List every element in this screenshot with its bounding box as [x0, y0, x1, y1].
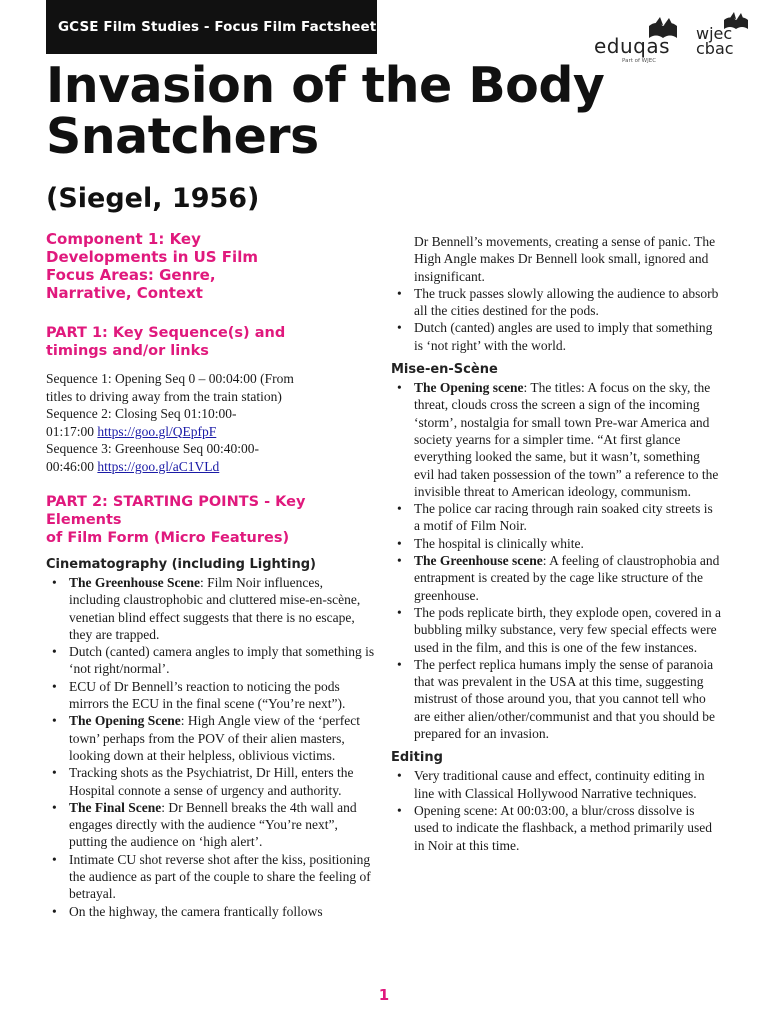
component-heading	[46, 230, 376, 302]
eduqas-subtext: Part of WJEC	[622, 58, 657, 64]
list-item-text: : Dr Bennell breaks the 4th wall and engages directly with the audience “You’re next”, putting the audience on ‘high alert’.	[69, 799, 357, 850]
sequence-line: titles to driving away from the train station)	[46, 388, 282, 404]
sequence-line: Sequence 2: Closing Seq 01:10:00-	[46, 406, 237, 421]
sequence-time: 00:46:00	[46, 458, 95, 474]
list-item-text: Dutch (canted) camera angles to imply that something is ‘not right/normal’.	[69, 644, 375, 677]
editing-list	[391, 767, 721, 853]
list-item	[46, 799, 376, 851]
list-item	[46, 574, 376, 643]
list-item-text: : A feeling of claustrophobia and entrapment is created by the cage like structure of the greenhouse.	[414, 553, 720, 603]
component-heading-line: Developments in US Film	[46, 248, 258, 266]
list-item	[46, 903, 376, 920]
list-item	[46, 764, 376, 799]
list-item	[391, 500, 721, 535]
mise-en-scene-list	[391, 379, 721, 742]
list-item-text: Opening scene: At 00:03:00, a blur/cross dissolve is used to indicate the flashback, a method primarily used in Noir at this time.	[414, 802, 713, 853]
list-item-bold: The Opening Scene	[69, 713, 181, 729]
page-title-line: Snatchers	[46, 108, 319, 165]
part2-heading-line: PART 2: STARTING POINTS - Key Elements	[46, 494, 306, 528]
sequence-2-link[interactable]: https://goo.gl/QEpfpF	[97, 423, 217, 439]
list-item	[46, 712, 376, 764]
cbac-wordmark: cbac	[696, 39, 734, 58]
eduqas-wordmark: eduqas	[594, 34, 671, 58]
header-bar-text: GCSE Film Studies - Focus Film Factsheet	[58, 19, 377, 35]
list-item-text: The perfect replica humans imply the sense of paranoia that was prevalent in the USA at this time, suggesting mistrust of those around you, that you cannot tell who are either alien/other/communist and that you should be prepared for an invasion.	[414, 656, 716, 742]
sequence-line	[46, 423, 376, 441]
page-title	[46, 57, 605, 165]
eduqas-logo	[594, 16, 680, 64]
list-item	[46, 851, 376, 903]
cinematography-heading: Cinematography (including Lighting)	[46, 557, 316, 572]
part1-heading-line: timings and/or links	[46, 343, 209, 359]
sequence-time: 01:17:00	[46, 423, 95, 439]
sequence-line: Sequence 1: Opening Seq 0 – 00:04:00 (From	[46, 371, 294, 386]
list-item-text: Intimate CU shot reverse shot after the kiss, positioning the audience as part of the couple to share the feeling of betrayal.	[69, 851, 371, 902]
list-item-text: : High Angle view of the ‘perfect town’ perhaps from the POV of their alien masters, looking down at their helpless, oblivious victims.	[69, 713, 360, 763]
list-item	[391, 319, 721, 354]
list-item	[391, 656, 721, 742]
logos	[594, 12, 750, 64]
list-item-bold: The Greenhouse scene	[414, 553, 543, 569]
list-item-text: : Film Noir influences, including claustrophobic and cluttered mise-en-scène, venetian blind effect suggests that there is no escape, they are trapped.	[69, 575, 361, 642]
list-item-text: Tracking shots as the Psychiatrist, Dr Hill, enters the Hospital connote a sense of urgency and authority.	[69, 765, 354, 798]
list-item	[391, 802, 721, 854]
list-item	[391, 285, 721, 320]
list-item	[391, 604, 721, 656]
component-heading-line: Focus Areas: Genre,	[46, 266, 216, 284]
page-title-line: Invasion of the Body	[46, 57, 605, 114]
page-subtitle: (Siegel, 1956)	[46, 183, 260, 214]
list-item	[391, 379, 721, 500]
page-number: 1	[378, 986, 390, 1004]
component-heading-line: Narrative, Context	[46, 284, 203, 302]
list-item-text: : The titles: A focus on the sky, the threat, clouds cross the screen a sign of the incoming ‘storm’, nostalgia for small town Pre-war America and society yearns for a simpler time. “At first glance everything looked the same, but it wasn’t, something evil had taken possession of the town” a reference to the invisible threat to American ideology, communism.	[414, 380, 719, 499]
cinematography-list	[46, 574, 376, 920]
list-item-bold: The Opening scene	[414, 380, 524, 396]
list-item	[46, 643, 376, 678]
list-item-bold: The Final Scene	[69, 799, 162, 815]
list-item-text: The pods replicate birth, they explode open, covered in a bubbling milky substance, very few special effects were used in the film, and this is one of the few instances.	[414, 604, 722, 655]
right-column	[391, 233, 721, 854]
editing-heading: Editing	[391, 750, 443, 766]
sequence-3-link[interactable]: https://goo.gl/aC1VLd	[97, 458, 220, 474]
list-item-text: ECU of Dr Bennell’s reaction to noticing the pods mirrors the ECU in the final scene (“You’re next”).	[69, 678, 346, 712]
list-item	[46, 678, 376, 713]
mise-en-scene-heading: Mise-en-Scène	[391, 362, 498, 378]
list-item-text: On the highway, the camera frantically follows	[69, 903, 323, 919]
list-item-text: Very traditional cause and effect, continuity editing in line with Classical Hollywood Narrative techniques.	[414, 768, 705, 801]
list-item-text: The hospital is clinically white.	[414, 535, 584, 551]
component-heading-line: Component 1: Key	[46, 230, 201, 248]
list-item-text: Dutch (canted) angles are used to imply that something is ‘not right’ with the world.	[414, 320, 713, 353]
part2-heading	[46, 493, 376, 547]
cinematography-list-continued	[391, 285, 721, 354]
sequence-list	[46, 370, 376, 475]
part1-heading	[46, 324, 376, 360]
list-item	[391, 535, 721, 552]
list-item	[391, 767, 721, 802]
list-item	[391, 552, 721, 604]
sequence-line: Sequence 3: Greenhouse Seq 00:40:00-	[46, 441, 259, 456]
list-item-text: The truck passes slowly allowing the audience to absorb all the cities destined for the pods.	[414, 285, 719, 319]
wjec-logo	[694, 12, 750, 58]
part1-heading-line: PART 1: Key Sequence(s) and	[46, 325, 286, 341]
wjec-wordmark: wjec	[696, 24, 733, 43]
list-item-text: The police car racing through rain soaked city streets is a motif of Film Noir.	[414, 501, 713, 534]
sequence-line	[46, 458, 376, 476]
header-bar	[46, 0, 377, 54]
list-item-bold: The Greenhouse Scene	[69, 575, 200, 590]
left-column	[46, 230, 376, 920]
part2-heading-line: of Film Form (Micro Features)	[46, 530, 290, 546]
continued-text: Dr Bennell’s movements, creating a sense of panic. The High Angle makes Dr Bennell look small, ignored and insignificant.	[414, 234, 716, 284]
